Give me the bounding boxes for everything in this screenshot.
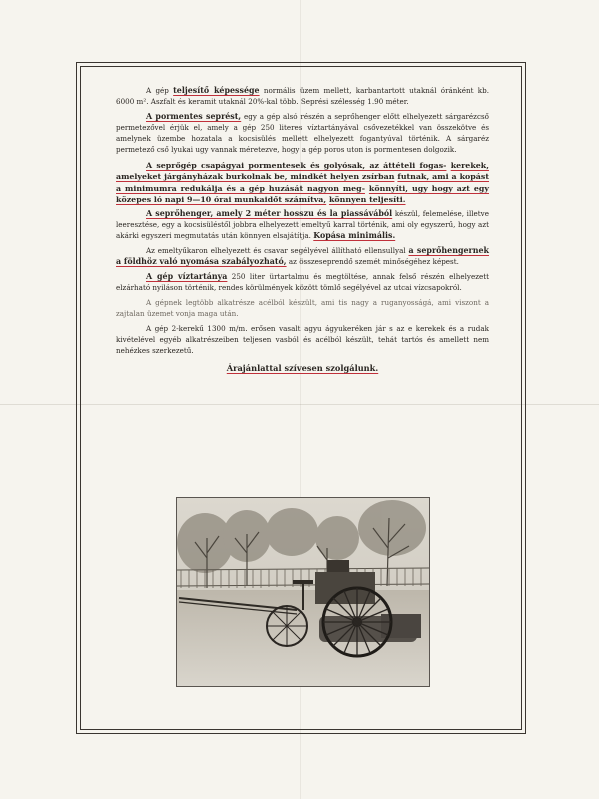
text: A gép — [146, 86, 174, 95]
heading-wear: Kopása minimális. — [313, 231, 396, 241]
bearings-line: futnak, ami a kopást a minimumra redukálja és a gép huzását nagyon meg- — [116, 172, 489, 193]
paragraph-wheels: A gép 2-kerekű 1300 m/m. erősen vasalt agyu ágyukeréken jár s az e kerekek és a rudak kivételével egyéb alkatrészeiben teljesen vasból és acélból készült, tehát tartós és amellett nem nehézkes szerkezetű. — [116, 324, 489, 356]
paragraph-capacity — [116, 86, 489, 108]
closing-text: Árajánlattal szívesen szolgálunk. — [226, 363, 379, 374]
heading-roller: A seprőhenger, amely 2 méter hosszu és la piassávából — [146, 209, 393, 219]
bearings-line: könnyen teljesíti. — [328, 194, 406, 204]
body-text — [116, 86, 489, 378]
text: 250 liter ürtartalmu és megtöltése, annak felső részén elhelyezett elzárható nyiláson történik, rendes körülmények között tömlő segélyével az utcai vízcsapokról. — [116, 272, 489, 293]
machine-photo — [176, 497, 430, 687]
heading-capacity: teljesítő képessége — [173, 86, 260, 95]
paragraph-roller — [116, 209, 489, 242]
text: egy a gép alsó részén a seprőhenger előtt elhelyezett sárgarézcső permetezővel érjük el, amely a gép 250 literes víztartányával csővezetékkel van összekötve és amelynek üzembe hozatala a kocsisülés mellett elhelyezett fogantyúval történik. A sárgaréz permetező cső lyukai ugy vannak méretezve, hogy a gép poros uton is pormentesen dolgozik. — [116, 112, 489, 154]
text: normális üzem mellett, karbantartott utaknál óránként kb. 6000 m². Aszfalt és keramit utaknál 20%-kal több. Seprési szélesség 1.90 méter. — [116, 86, 489, 106]
text: Az emeltyűkaron elhelyezett és csavar segélyével állítható ellensullyal — [146, 246, 409, 256]
paragraph-pressure — [116, 246, 489, 268]
heading-dustfree: A pormentes seprést, — [146, 112, 242, 122]
paragraph-bearings — [116, 160, 489, 205]
text: készül, felemelése, illetve leeresztése, egy a kocsisüléstől jobbra elhelyezett emeltyű karral történik, ami oly egyszerű, hogy azt akárki egyszeri megmutatás után könnyen elsajátítja. — [116, 209, 489, 241]
closing-line — [116, 363, 489, 374]
heading-tank: A gép víztartánya — [146, 272, 228, 282]
heading-pressure: a seprőhengernek a földhöz való nyomása szabályozható, — [116, 246, 489, 267]
bearings-line: kerekek, amelyeket járgányházak burkolnak be, mindkét helyen zsírban — [116, 161, 489, 182]
bearings-line: A seprőgép csapágyai pormentesek és golyósak, az áttételi fogas- — [146, 161, 447, 171]
paragraph-tank — [116, 272, 489, 294]
bearings-line: könnyíti, ugy hogy azt egy közepes ló napi 9—10 órai munkaidőt számítva, — [116, 183, 489, 204]
paragraph-dustfree — [116, 112, 489, 156]
text: az összeseprendő szemét minőségéhez képest. — [286, 257, 459, 267]
street-sweeper-illustration — [177, 498, 429, 686]
paragraph-parts: A gépnek legtöbb alkatrésze acélból készült, ami tis nagy a ruganyosságá, ami viszont a zajtalan üzemet vonja maga után. — [116, 298, 489, 319]
